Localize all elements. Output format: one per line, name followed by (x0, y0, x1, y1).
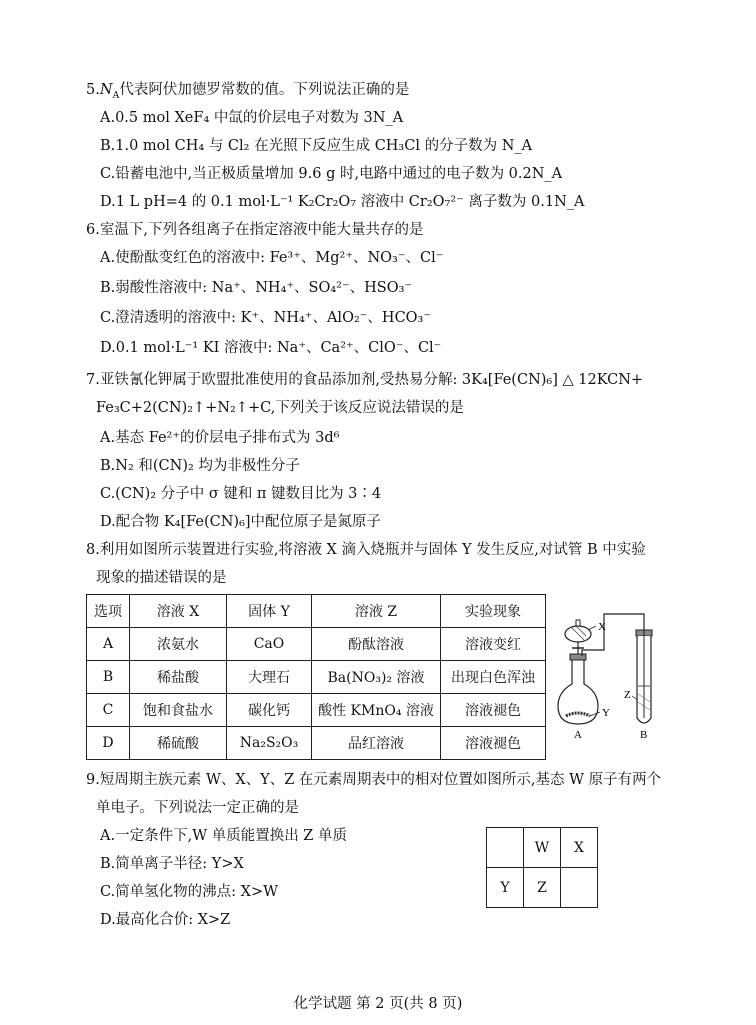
page-footer: 化学试题 第 2 页(共 8 页) (293, 996, 463, 1012)
table-cell: Na₂S₂O₃ (227, 727, 312, 760)
table-cell: 稀盐酸 (130, 661, 227, 694)
table-cell: 大理石 (227, 661, 312, 694)
q7-option-d: D.配合物 K₄[Fe(CN)₆]中配位原子是氮原子 (100, 514, 382, 530)
table-cell: 稀硫酸 (130, 727, 227, 760)
q5-option-c: C.铅蓄电池中,当正极质量增加 9.6 g 时,电路中通过的电子数为 0.2N_A (100, 166, 563, 182)
grid-cell (487, 828, 524, 868)
grid-cell: Y (487, 868, 524, 908)
table-row (87, 694, 546, 727)
label-b: B (640, 729, 648, 740)
q9-option-a: A.一定条件下,W 单质能置换出 Z 单质 (100, 828, 347, 844)
label-a: A (574, 729, 582, 740)
table-cell: D (87, 727, 130, 760)
table-header-cell: 溶液 Z (312, 595, 441, 628)
q9-option-b: B.简单离子半径: Y>X (100, 856, 244, 872)
table-cell: CaO (227, 628, 312, 661)
q5-stem: $5.N_A$代表阿伏加德罗常数的值。下列说法正确的是 (86, 82, 410, 101)
table-row (87, 661, 546, 694)
periodic-position-grid (486, 827, 598, 908)
q6-option-d: D.0.1 mol·L⁻¹ KI 溶液中: Na⁺、Ca²⁺、ClO⁻、Cl⁻ (100, 340, 442, 356)
table-cell: Ba(NO₃)₂ 溶液 (312, 661, 441, 694)
table-header-row (87, 595, 546, 628)
table-header-cell: 溶液 X (130, 595, 227, 628)
q6-option-c: C.澄清透明的溶液中: K⁺、NH₄⁺、AlO₂⁻、HCO₃⁻ (100, 310, 432, 326)
label-z: Z (624, 689, 631, 701)
label-x: X (598, 621, 606, 633)
table-cell: A (87, 628, 130, 661)
label-y: Y (602, 707, 610, 719)
table-header-cell: 选项 (87, 595, 130, 628)
q5-option-b: B.1.0 mol CH₄ 与 Cl₂ 在光照下反应生成 CH₃Cl 的分子数为 N_A (100, 138, 533, 154)
table-header-cell: 固体 Y (227, 595, 312, 628)
table-cell: 碳化钙 (227, 694, 312, 727)
grid-cell (561, 868, 598, 908)
q6-option-b: B.弱酸性溶液中: Na⁺、NH₄⁺、SO₄²⁻、HSO₃⁻ (100, 280, 413, 296)
q7-option-c: C.(CN)₂ 分子中 σ 键和 π 键数目比为 3∶4 (100, 486, 382, 502)
table-cell: 出现白色浑浊 (441, 661, 546, 694)
table-cell: B (87, 661, 130, 694)
grid-row (487, 828, 598, 868)
q9-stem-line1: 9.短周期主族元素 W、X、Y、Z 在元素周期表中的相对位置如图所示,基态 W 原子有两个 (86, 772, 662, 788)
q7-option-b: B.N₂ 和(CN)₂ 均为非极性分子 (100, 458, 300, 474)
table-cell: 酚酞溶液 (312, 628, 441, 661)
table-row (87, 727, 546, 760)
grid-cell: Z (524, 868, 561, 908)
q9-option-d: D.最高化合价: X>Z (100, 912, 231, 928)
table-cell: 溶液变红 (441, 628, 546, 661)
q6-option-a: A.使酚酞变红色的溶液中: Fe³⁺、Mg²⁺、NO₃⁻、Cl⁻ (100, 250, 444, 266)
table-cell: 饱和食盐水 (130, 694, 227, 727)
table-header-cell: 实验现象 (441, 595, 546, 628)
q8-stem-line2: 现象的描述错误的是 (96, 570, 227, 586)
q5-option-d: D.1 L pH=4 的 0.1 mol·L⁻¹ K₂Cr₂O₇ 溶液中 Cr₂O₇²⁻ 离子数为 0.1N_A (100, 194, 585, 210)
table-cell: 浓氨水 (130, 628, 227, 661)
q6-stem: 6.室温下,下列各组离子在指定溶液中能大量共存的是 (86, 222, 424, 238)
table-cell: 品红溶液 (312, 727, 441, 760)
grid-cell: W (524, 828, 561, 868)
table-cell: 溶液褪色 (441, 727, 546, 760)
table-cell: 溶液褪色 (441, 694, 546, 727)
q8-stem-line1: 8.利用如图所示装置进行实验,将溶液 X 滴入烧瓶并与固体 Y 发生反应,对试管 B 中实验 (86, 542, 646, 558)
q8-table (86, 594, 546, 760)
table-cell: 酸性 KMnO₄ 溶液 (312, 694, 441, 727)
grid-row (487, 868, 598, 908)
apparatus-diagram (552, 606, 682, 740)
q7-option-a: A.基态 Fe²⁺的价层电子排布式为 3d⁶ (100, 430, 340, 446)
q9-stem-line2: 单电子。下列说法一定正确的是 (96, 800, 299, 816)
q7-stem-line1: 7.亚铁氰化钾属于欧盟批准使用的食品添加剂,受热易分解: 3K₄[Fe(CN)₆] △ 12KCN+ (86, 372, 644, 388)
q5-option-a: A.0.5 mol XeF₄ 中氙的价层电子对数为 3N_A (100, 110, 404, 126)
q7-stem-line2: Fe₃C+2(CN)₂↑+N₂↑+C,下列关于该反应说法错误的是 (96, 400, 464, 416)
table-row (87, 628, 546, 661)
table-cell: C (87, 694, 130, 727)
q9-option-c: C.简单氢化物的沸点: X>W (100, 884, 279, 900)
grid-cell: X (561, 828, 598, 868)
